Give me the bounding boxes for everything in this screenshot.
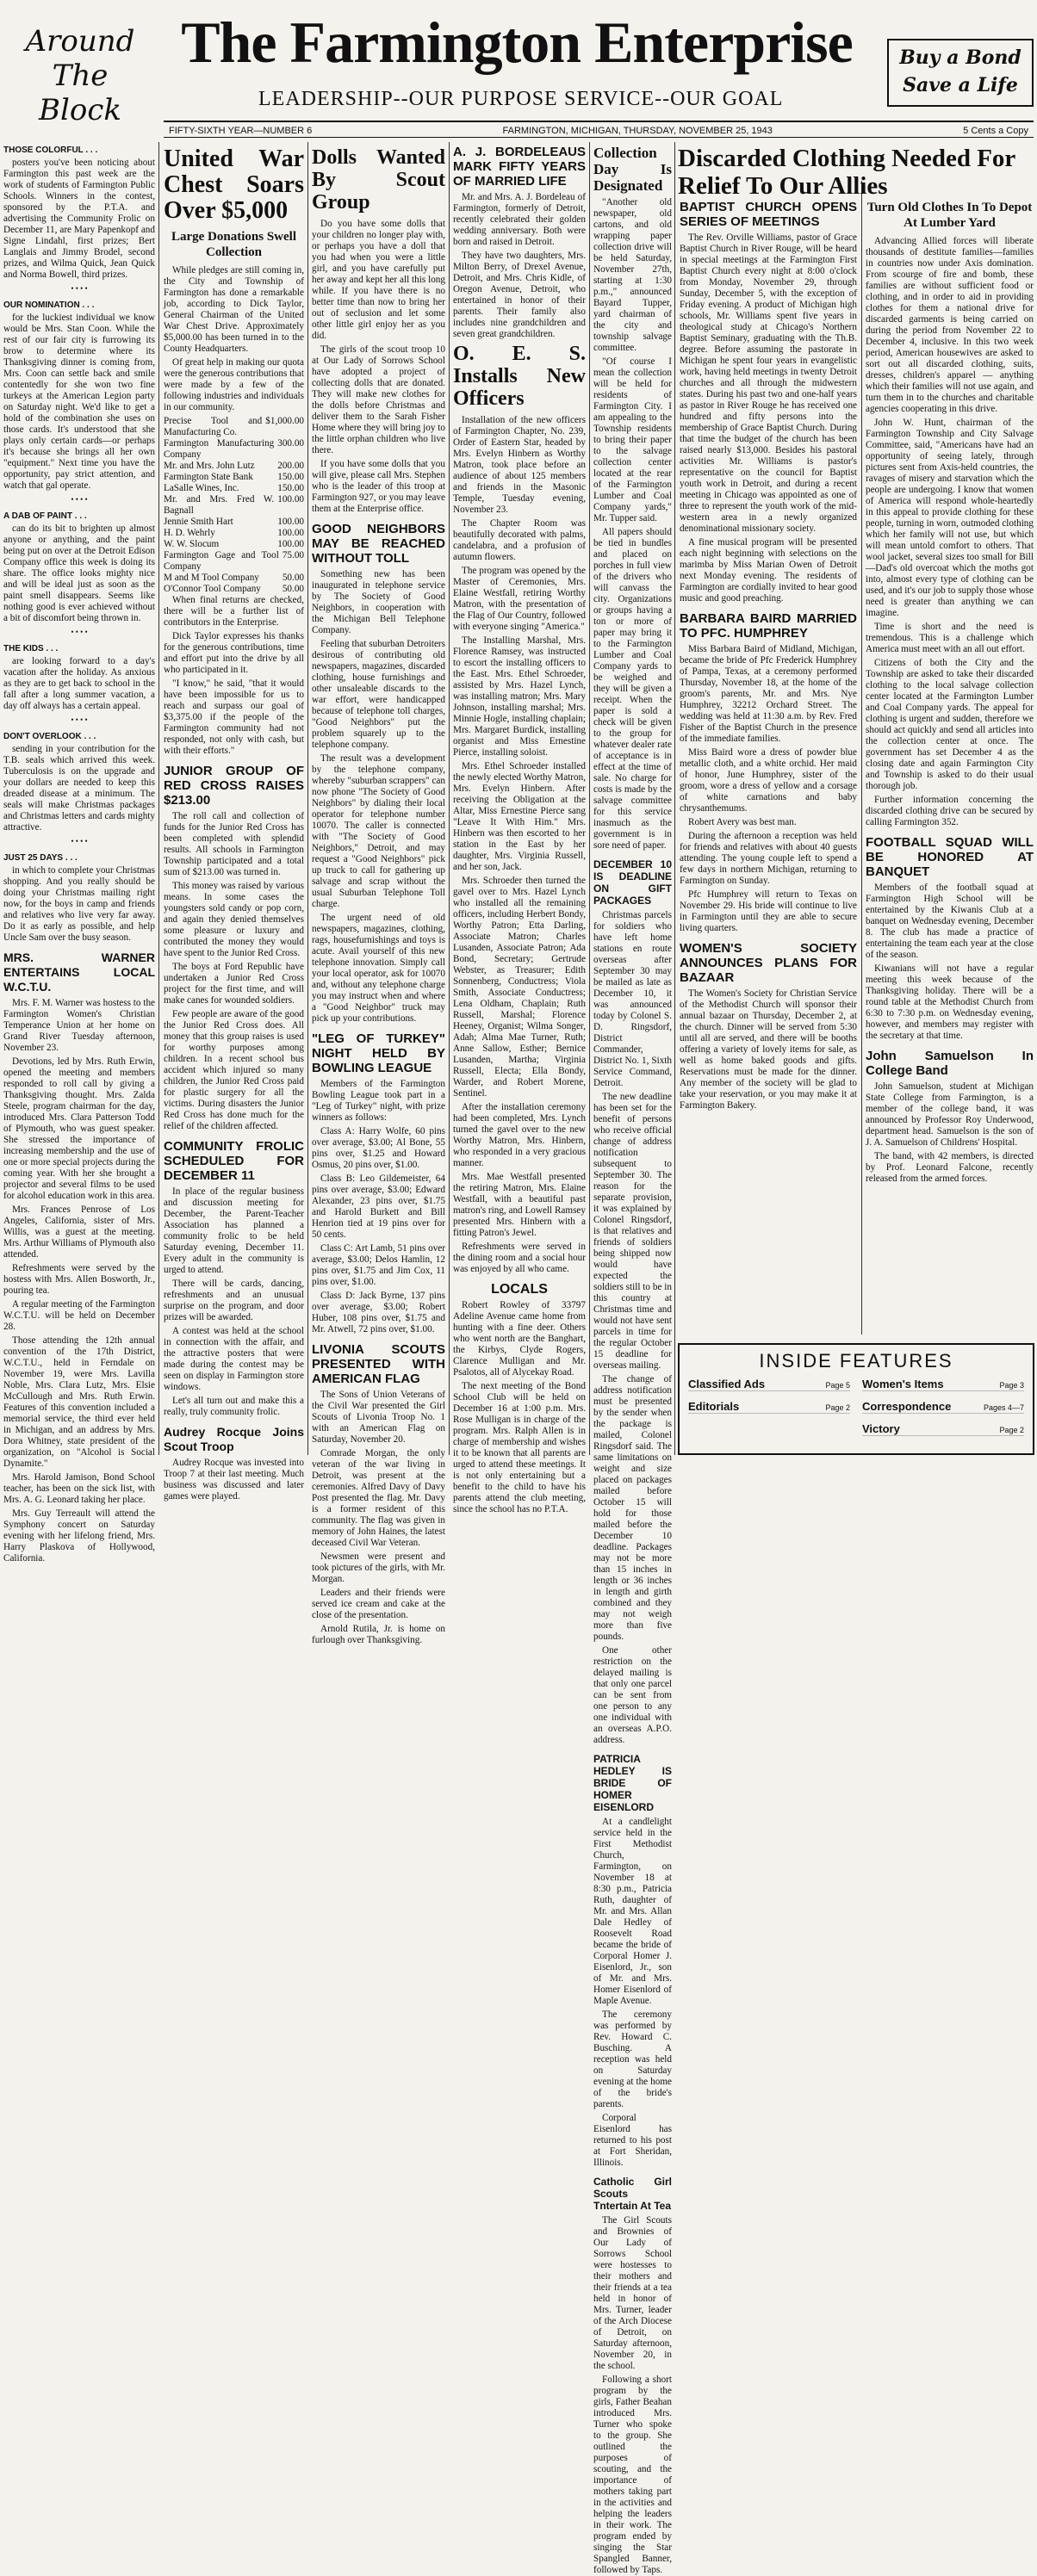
article-text: Arnold Rutila, Jr. is home on furlough over Thanksgiving.	[312, 1624, 445, 1645]
article-text: Class A: Harry Wolfe, 60 pins over average, $3.00; Al Bone, 55 pins over, $1.25 and Howard Osmus, 20 pins over, $1.00.	[312, 1126, 445, 1170]
article-text: Robert Rowley of 33797 Adeline Avenue came home from hunting with a fine deer. Others who went north are the Banghart, the Kirbys, Clyde Rogers, Clarence Mulligan and Mr. Psalotos, all of Alycekay Road.	[453, 1300, 586, 1378]
article-text: The Sons of Union Veterans of the Civil War presented the Girl Scouts of Livonia Troop No. 1 with an American Flag on Saturday, November 20.	[312, 1390, 445, 1445]
article-text: The new deadline has been set for the benefit of persons who receive official change of address notification subsequent to September 30. The reason for the separate provision, it was explained by Colonel Ringsdorf, is that relatives and friends of soldiers being shipped now would have expected the soldiers still to be in this country at Christmas time and would not have sent parcels in time for the regular October 15 deadline for overseas mailing.	[593, 1092, 672, 1371]
article-text: The band, with 42 members, is directed by Prof. Leonard Falcone, recently released from the armed forces.	[866, 1151, 1034, 1184]
article-text: They have two daughters, Mrs. Milton Berry, of Drexel Avenue, Detroit, and Mrs. Chris Kidle, of Oregon Avenue, Detroit, who entertained in honor of their parents. Their family also includes nine grandchildren and seven great grandchildren.	[453, 251, 586, 339]
donor-row	[164, 573, 304, 584]
article-text: Christmas parcels for soldiers who have left home stations en route overseas after September 30 may be mailed as late as December 10, it was announced today by Colonel S. D. Ringsdorf, District Commander, District No. 1, Sixth Service Command, Detroit.	[593, 910, 672, 1088]
donor-row	[164, 584, 304, 595]
donor-amount: 100.00	[277, 494, 304, 505]
donor-amount: 150.00	[277, 483, 304, 493]
article-text: A regular meeting of the Farmington W.C.T.U. will be held on December 28.	[3, 1299, 155, 1332]
donor-row	[164, 438, 304, 461]
tagline-left: LEADERSHIP--OUR PURPOSE	[258, 88, 558, 110]
donor-name: Jennie Smith Hart	[164, 517, 233, 527]
newspaper-title: The Farmington Enterprise	[181, 9, 853, 75]
donor-amount: 300.00	[277, 438, 304, 449]
donor-amount: 200.00	[277, 461, 304, 471]
article-deck: Turn Old Clothes In To Depot At Lumber Yard	[866, 201, 1033, 230]
feature-page: Page 2	[825, 1403, 850, 1412]
column-collection-day	[593, 145, 672, 2575]
corner-line-1: Around	[25, 24, 135, 59]
dateline-bar	[164, 121, 1034, 138]
feature-page: Page 3	[999, 1381, 1024, 1390]
article-headline: BAPTIST CHURCH OPENS SERIES OF MEETINGS	[680, 200, 857, 229]
donor-row	[164, 539, 304, 550]
article-text: Comrade Morgan, the only veteran of the war living in Detroit, was present at the ceremonies. Alfred Davy of Davy Post presented the flag. Mr. Davy is a former resident of this community. The flag was given in memory of John Haines, the latest deceased Civil War Veteran.	[312, 1448, 445, 1548]
donor-amount: 150.00	[277, 472, 304, 482]
issue-price: 5 Cents a Copy	[963, 126, 1028, 136]
column-war-chest	[164, 145, 304, 1502]
article-text: The change of address notification must be presented by the sender when the package is mailed, Colonel Ringsdorf said. The same limitations on weight and size placed on packages mailed before October 15 will hold for those mailed before the December 10 deadline. Packages may not be more than 15 inches in length or 36 inches in length and girth combined and they may not weigh more than five pounds.	[593, 1374, 672, 1642]
donor-amount: 100.00	[277, 528, 304, 538]
article-text: Mrs. Ethel Schroeder installed the newly elected Worthy Matron, Mrs. Evelyn Hinbern. After receiving the Obligation at the Altar, Miss Ernestine Pierce sang "Leave It With Him." Mrs. Hinbern was then escorted to her station in the East by her daughter, Mrs. Virginia Russell, and her son, Jack.	[453, 761, 586, 872]
feature-name: Women's Items	[862, 1378, 944, 1390]
article-text: Mrs. F. M. Warner was hostess to the Farmington Women's Christian Temperance Union at her home on Grand River Tuesday afternoon, November 23.	[3, 998, 155, 1053]
donor-name: Farmington State Bank	[164, 472, 253, 482]
article-text: While pledges are still coming in, the City and Township of Farmington has done a remarkable job, according to Dick Taylor, General Chairman of the United War Chest Drive. Approximately $5,000.00 has been turned in to the County Headquarters.	[164, 265, 304, 354]
article-text: A fine musical program will be presented each night beginning with selections on the marimba by Miss Marian Owen of Detroit next Monday evening. The residents of Farmington are cordially invited to hear good music and good preaching.	[680, 537, 857, 604]
article-headline: BARBARA BAIRD MARRIED TO PFC. HUMPHREY	[680, 611, 857, 641]
article-text: Time is short and the need is tremendous. This is a challenge which America must meet with an all out effort.	[866, 622, 1034, 654]
article-headline: PATRICIA HEDLEY IS BRIDE OF HOMER EISENLORD	[593, 1753, 672, 1813]
article-text: Mrs. Schroeder then turned the gavel over to Mrs. Hazel Lynch who installed all the remaining officers, including Herbert Bondy, Worthy Patron; Etta Darling, Associate Matron; Charles Lusanden, Associate Patron; Ada Bond, Secretary; Gertrude Webster, as Treasurer; Edith Sonnenberg, Conductress; Viola Smith, Associate Conductress; Lena Oldham, Chaplain; Ruth Russell, Marshal; Florence Heeney, Organist; Wilma Songer, Adah; Alma Mae Turner, Ruth; Anne Sallow, Esther; Bernice Lusanden, Martha; Virginia Russell, Electa; Ella Bondy, Warder, and Robert Morene, Sentinel.	[453, 876, 586, 1099]
article-text: There will be cards, dancing, refreshments and an unusual surprise on the program, and door prizes will be awarded.	[164, 1279, 304, 1322]
corner-line-2: The Block	[39, 59, 121, 127]
column-bordeleaus	[453, 145, 586, 1514]
donor-amount: $1,000.00	[265, 416, 304, 426]
article-text: Few people are aware of the good the Junior Red Cross does. All money that this group raises is used for worthy purposes among children. In a recent school bus accident which injured so many children, the Junior Red Cross paid for plastic surgery for all the victims. During disasters the Junior Red Cross has done much for the relief of the children affected.	[164, 1009, 304, 1131]
article-text: The Rev. Orville Williams, pastor of Grace Baptist Church in River Rouge, will be heard in special meetings at the Farmington First Baptist Church every night at 8:00 o'clock from Monday, November 29, through Sunday, December 5, with the exception of Friday evening. A product of Michigan high schools, Mr. Williams spent five years in theological study at Chicago's Northern Baptist Seminary, graduating with the Th.B. degree. Before assuming the pastorate in Michigan he spent four years in evangelistic work, having held meetings in twenty Detroit churches and all through the midwestern states. During his past two and one-half years as pastor in River Rouge he has received one hundred and fifty persons into the membership of Grace Baptist Church. During that time the budget of the church has been raised nearly $13,000. Besides his pastoral activities Mr. Williams is pastor's representative on the council for Baptist youth work in Detroit, and during a recent meeting in Chicago was appointed as one of three to represent the youth work of the mid-western area in a newly organized denominational missionary society.	[680, 232, 857, 534]
volume-number: FIFTY-SIXTH YEAR—NUMBER 6	[169, 126, 313, 136]
article-text: Kiwanians will not have a regular meeting this week because of the Thanksgiving holiday. There will be a round table at the Methodist Church from 6:30 to 7:30 p.m. on Wednesday evening, however, and members may register with the secretary at that time.	[866, 963, 1034, 1041]
feature-name: Classified Ads	[688, 1378, 766, 1390]
article-text: Those attending the 12th annual convention of the 17th District, W.C.T.U., held in Ferndale on November 19, were Mrs. Lavilla Noble, Mrs. Clara Lutz, Mrs. Elsie McCullough and Mrs. Ruth Erwin. Features of this convention included a memorial service, the third ever held in Michigan, and an address by Mrs. Dora Whitney, state president of the organization, on "Alcohol is Social Dynamite."	[3, 1335, 155, 1469]
inside-features-grid	[688, 1378, 1024, 1436]
article-text: A contest was held at the school in connection with the affair, and the attractive posters that were made during the contest may be seen on display in Farmington store windows.	[164, 1326, 304, 1392]
article-text: Audrey Rocque was invested into Troop 7 at their last meeting. Much business was discussed and later games were played.	[164, 1458, 304, 1502]
article-text: Advancing Allied forces will liberate thousands of destitute families—families in countries now under Axis domination. From scourge of fire and bomb, these families are without sufficient food or clothing, and in order to aid in providing clothes for them a national drive for discarded garments is being carried on during the period from November 22 to December 4, inclusive. In this two week period, American housewives are asked to sort out all discarded clothing, suits, dresses, children's apparel — anything which their families will not use again, and turn them in to the churches and charitable agencies cooperating in this drive.	[866, 236, 1034, 414]
article-text: Leaders and their friends were served ice cream and cake at the close of the presentation.	[312, 1588, 445, 1620]
donor-name: W. W. Slocum	[164, 539, 220, 549]
article-text: The Chapter Room was beautifully decorated with palms, candelabra, and a profusion of autumn flowers.	[453, 518, 586, 562]
article-headline: A. J. BORDELEAUS MARK FIFTY YEARS OF MARRIED LIFE	[453, 145, 586, 189]
article-text: Citizens of both the City and the Township are asked to take their discarded clothing to the local salvage collection center located at the Farmington Lumber and Coal Company yards. The appeal for clothing is urgent and sudden, therefore we should act quickly and send all articles into the collection center at once. The government has set December 4 as the closing date and again Farmington City and Township is asked to do their usual thorough job.	[866, 658, 1034, 791]
article-text: Installation of the new officers of Farmington Chapter, No. 239, Order of Eastern Star, headed by Mrs. Evelyn Hinbern as Worthy Matron, took place before an audience of about 125 members and friends in the Masonic Temple, Tuesday evening, November 23.	[453, 415, 586, 515]
article-text: Corporal Eisenlord has returned to his post at Fort Sheridan, Illinois.	[593, 2113, 672, 2168]
item-kicker: DON'T OVERLOOK . . .	[3, 732, 96, 741]
article-headline: MRS. WARNER ENTERTAINS LOCAL W.C.T.U.	[3, 951, 155, 994]
feature-page: Page 2	[999, 1426, 1024, 1434]
article-text: Members of the football squad at Farmington High School will be entertained by the Kiwanis Club at a banquet on Wednesday evening, December 8. The club has made a practice of entertaining the team each year at the close of the season.	[866, 882, 1034, 960]
article-text: Pfc Humphrey will return to Texas on November 29. His bride will continue to live in Farmington until they are able to secure living quarters.	[680, 889, 857, 933]
article-text: Miss Baird wore a dress of powder blue metallic cloth, and a white orchid. Her maid of honor, June Humphrey, sister of the groom, wore a dress of yellow and a corsage of white carnations and baby chrysanthemums.	[680, 747, 857, 814]
article-text: The roll call and collection of funds for the Junior Red Cross has been completed with splendid results. All schools in Farmington Township participated and a total sum of $213.00 was turned in.	[164, 811, 304, 877]
inside-feature-item	[688, 1400, 850, 1414]
article-headline: FOOTBALL SQUAD WILL BE HONORED AT BANQUET	[866, 835, 1034, 879]
article-text: Mrs. Harold Jamison, Bond School teacher, has been on the sick list, with Mrs. A. G. Leonard taking her place.	[3, 1472, 155, 1505]
article-headline: Collection Day Is Designated	[593, 145, 672, 194]
donor-name: M and M Tool Company	[164, 573, 259, 583]
article-text: Of great help in making our quota were the generous contributions that were made by a few of the following industries and individuals in our community.	[164, 357, 304, 412]
article-text: Do you have some dolls that your children no longer play with, or perhaps you have a doll that you had when you were a little girl, and you have carefully put her away and kept her all this long while. If you have there is no better time than now to bring her out of seclusion and let some other little girl enjoy her as you did.	[312, 219, 445, 341]
item-text: are looking forward to a day's vacation after the holiday. As anxious as they are to get back to school in the fall after a long summer vacation, a day off always has a certain appeal.	[3, 656, 155, 711]
article-text: Refreshments were served in the dining room and a social hour was enjoyed by all who came.	[453, 1242, 586, 1274]
article-text: Class D: Jack Byrne, 137 pins over average, $3.00; Robert Huber, 108 pins over, $1.75 and Mr. Atwell, 72 pins over, $1.00.	[312, 1291, 445, 1334]
article-headline: GOOD NEIGHBORS MAY BE REACHED WITHOUT TOLL	[312, 522, 445, 566]
article-text: The ceremony was performed by Rev. Howard C. Busching. A reception was held on Saturday evening at the home of the bride's parents.	[593, 2009, 672, 2109]
item-text: can do its bit to brighten up almost anyone or anything, and the paint being put on over at the Detroit Edison Company office this week is doing its share. The office looks mighty nice and will be ideal just as soon as the paint smell disappears. Seems like nothing good is ever achieved without a bit of discomfort being thrown in.	[3, 523, 155, 623]
item-text: posters you've been noticing about Farmington this past week are the work of students of Farmington Public Schools. Winners in the contest, sponsored by the P.T.A. and advertising the Community Frolic on December 11, are Mary Papenkopf and Signe Lindahl, first prizes; Bert Langlais and Jimmy Brodel, second prizes, and Wilma Quick, Jean Quick and Norma Bowell, third prizes.	[3, 158, 155, 280]
article-text: After the installation ceremony had been completed, Mrs. Lynch turned the gavel over to the new Worthy Matron, Mrs. Hinbern, who responded in a very gracious manner.	[453, 1102, 586, 1168]
article-headline: Audrey Rocque Joins Scout Troop	[164, 1425, 304, 1453]
article-text: Newsmen were present and took pictures of the girls, with Mr. Morgan.	[312, 1551, 445, 1584]
item-text: for the luckiest individual we know would be Mrs. Stan Coon. While the rest of our fair city is furrowing its brow to determine where its Thanksgiving dinner is coming from, Mrs. Coon can settle back and smile contentedly for she won two fine turkeys at the American Legion party on Saturday night. We'd like to get a hold of the combination she uses on those cards. It's understood that she plays only certain cards—or perhaps it's because she brings all her own "equipment." Next time you have the opportunity, pay strict attention, and watch that gal operate.	[3, 313, 155, 491]
article-text: Refreshments were served by the hostess with Mrs. Allen Bosworth, Jr., pouring tea.	[3, 1263, 155, 1296]
bond-ad-line-2: Save a Life	[903, 74, 1018, 96]
inside-feature-item	[688, 1422, 850, 1436]
article-text: The next meeting of the Bond School Club will be held on December 16 at 1:00 p.m. Mrs. Rose Mulligan is in charge of the program. Mrs. Ralph Allen is in charge of membership and wishes it to be known that all parents are urged to attend these meetings. It is not only entertaining but a benefit to the child to have his parents attend the club meeting, since the school has no P.T.A.	[453, 1381, 586, 1514]
inside-features-title: INSIDE FEATURES	[759, 1350, 953, 1372]
donor-name: Farmington Manufacturing Company	[164, 438, 275, 460]
article-headline: Dolls Wanted By Scout Group	[312, 146, 445, 214]
column-around-the-block: THOSE COLORFUL . . . posters you've been noticing about Farmington this past week are the work of students of Farmington Public Schools. Winners in the contest, sponsored by the P.T.A. and advertising the Community Frolic on December 11, are Mary Papenkopf and Signe Lindahl, first prizes; Bert Langlais and Jimmy Brodel, second prizes, and Wilma Quick, Jean Quick and Norma Bowell, third prizes. • • • • OUR NOMINATION . . . for the luckiest individual we know would be Mrs. Stan Coon. While the rest of our fair city is furrowing its brow to determine where its Thanksgiving dinner is coming from, Mrs. Coon can settle back and smile contentedly for she won two fine turkeys at the American Legion party on Saturday night. We'd like to get a hold of the combination she uses on those cards. It's understood that she plays only certain cards—or perhaps it's because she brings all her own "equipment." Next time you have the opportunity, pay strict attention, and watch that gal operate. • • • • A DAB OF PAINT . . . can do its bit to brighten up almost anyone or anything, and the paint being put on over at the Detroit Edison Company office this week is doing its share. The office looks mighty nice and will be ideal just as soon as the paint smell disappears. Seems like nothing good is ever achieved without a bit of discomfort being thrown in. • • • • THE KIDS . . . are looking forward to a day's vacation after the holiday. As anxious as they are to get back to school in the fall after a long summer vacation, a day off always has a certain appeal. • • • • DON'T OVERLOOK . . . sending in your contribution for the T.B. seals which arrived this week. Tuberculosis is on the upgrade and your dollars are needed to keep this dreaded disease at a minimum. The seals will make Christmas packages and Christmas letters and cards mighty attractive. • • • • JUST 25 DAYS . . . in which to complete your Christmas shopping. And you really should be doing your Christmas mailing right now, for the boys in camp and friends and relatives who live very far away. Do it as early as possible, and help Uncle Sam over the busy season. MRS. WARNER ENTERTAINS LOCAL W.C.T.U. Mrs. F. M. Warner was hostess to the Farmington Women's Christian Temperance Union at her home on Grand River Tuesday afternoon, November 23. Devotions, led by Mrs. Ruth Erwin, opened the meeting and members responded to roll call by giving a Thanksgiving thought. Mrs. Zalda Steele, program chairman for the day, introduced Mrs. Clara Patterson Todd of Plymouth, who was guest speaker. She stressed the importance of increasing membership and the use of one or more special projects during the coming year. With her she brought a projector and several films to be used for alcohol education work in this area. Mrs. Frances Penrose of Los Angeles, California, sister of Mrs. Willis, was a guest at the meeting. Mrs. Arthur Williams of Plymouth also attended. Refreshments were served by the hostess with Mrs. Allen Bosworth, Jr., pouring tea. A regular meeting of the Farmington W.C.T.U. will be held on December 28. Those attending the 12th annual convention of the 17th District, W.C.T.U., held in Ferndale on November 19, were Mrs. Lavilla Noble, Mrs. Clara Lutz, Mrs. Elsie McCullough and Mrs. Ruth Erwin. Features of this convention included a memorial service, the third ever held in Michigan, and an address by Mrs. Dora Whitney, state president of the organization, on "Alcohol is Social Dynamite." Mrs. Harold Jamison, Bond School teacher, has been on the sick list, with Mrs. A. G. Leonard taking her place. Mrs. Guy Terreault will attend the Symphony concert on Saturday evening with her lifelong friend, Mrs. Harry Plaskova of Hollywood, California.	[3, 146, 155, 1564]
donor-name: Mr. and Mrs. Fred W. Bagnall	[164, 494, 275, 516]
article-text: Devotions, led by Mrs. Ruth Erwin, opened the meeting and members responded to roll call by giving a Thanksgiving thought. Mrs. Zalda Steele, program chairman for the day, introduced Mrs. Clara Patterson Todd of Plymouth, who was guest speaker. She stressed the importance of increasing membership and the use of one or more special projects during the coming year. With her she brought a projector and several films to be used for alcohol education work in this area.	[3, 1056, 155, 1201]
tagline-right: SERVICE--OUR GOAL	[564, 88, 784, 110]
article-text: The Girl Scouts and Brownies of Our Lady of Sorrows School were hostesses to their mothers and their friends at a tea held in honor of Mrs. Turner, leader of the Arch Diocese of Detroit, on Saturday afternoon, November 20, in the school.	[593, 2215, 672, 2371]
article-text: Mrs. Mae Westfall presented the retiring Matron, Mrs. Elaine Westfall, with a beautiful past matron's ring, and Lowell Ramsey presented Mrs. Hinbern with a fitting Patron's Jewel.	[453, 1172, 586, 1238]
article-text: The program was opened by the Master of Ceremonies, Mrs. Elaine Westfall, retiring Worthy Matron, with the presentation of the Flag of Our Country, followed with everyone singing "America."	[453, 566, 586, 632]
column-rule	[589, 142, 590, 1455]
inside-feature-item	[688, 1378, 850, 1391]
donor-amount: 50.00	[282, 584, 304, 594]
item-text: in which to complete your Christmas shopping. And you really should be doing your Christmas mailing right now, for the boys in camp and friends and relatives who live very far away. Do it as early as possible, and help Uncle Sam over the busy season.	[3, 865, 155, 943]
article-text: Mrs. Guy Terreault will attend the Symphony concert on Saturday evening with her lifelong friend, Mrs. Harry Plaskova of Hollywood, California.	[3, 1508, 155, 1564]
item-kicker: A DAB OF PAINT . . .	[3, 511, 87, 521]
article-headline: United War Chest Soars Over $5,000	[164, 146, 304, 224]
article-text: The result was a development by the telephone company, whereby "suburban scrappers" can now phone "The Society of Good Neighbors" by dialing their local operator for telephone number 10070. The caller is connected with "The Society of Good Neighbors," Detroit, and may request a "Good Neighbors" pick up truck to call for gathering up salvage and scrap without the usual Suburban Telephone Toll charge.	[312, 753, 445, 909]
article-text: "I know," he said, "that it would have been impossible for us to reach and surpass our goal of $3,375.00 if the people of the Farmington community had not responded, not only with cash, but with their efforts."	[164, 678, 304, 756]
donor-amount: 100.00	[277, 517, 304, 527]
donor-list	[164, 416, 304, 595]
article-text: The urgent need of old newspapers, magazines, clothing, rags, housefurnishings and toys is acute. Avail yourself of this new telephone innovation. Simply call your local operator, ask for 10070 and, without any telephone charge you may instruct when and where a "Good Neighbor" truck may pick up your contributions.	[312, 913, 445, 1024]
article-headline: LIVONIA SCOUTS PRESENTED WITH AMERICAN FLAG	[312, 1342, 445, 1386]
item-kicker: OUR NOMINATION . . .	[3, 300, 95, 310]
feature-name: Correspondence	[862, 1400, 952, 1413]
article-headline: John Samuelson In College Band	[866, 1049, 1034, 1078]
donor-row	[164, 483, 304, 494]
article-text: The Installing Marshal, Mrs. Florence Ramsey, was instructed to escort the installing officers to the East. Mrs. Ethel Schroeder, assisted by Mrs. Hazel Lynch, was installing matron; Mrs. Mary Johnson, installing marshal; Mrs. Minnie Hogle, installing chaplain; Mrs. Margaret Burdick, installing organist and Miss Ernestine Pierce, installing soloist.	[453, 635, 586, 758]
donor-row	[164, 528, 304, 539]
inside-feature-item	[862, 1378, 1024, 1391]
clothing-drive-headline: Discarded Clothing Needed For Relief To Our Allies	[678, 145, 1015, 200]
article-text: Further information concerning the discarded clothing drive can be secured by calling Farmington 352.	[866, 795, 1034, 827]
item-kicker: THOSE COLORFUL . . .	[3, 146, 98, 155]
item-text: sending in your contribution for the T.B. seals which arrived this week. Tuberculosis is on the upgrade and your dollars are needed to keep this dreaded disease at a minimum. The seals will make Christmas packages and Christmas letters and cards mighty attractive.	[3, 744, 155, 833]
article-text: Mr. and Mrs. A. J. Bordeleau of Farmington, formerly of Detroit, recently celebrated their golden wedding anniversary. Both were born and raised in Detroit.	[453, 192, 586, 247]
article-text: At a candlelight service held in the First Methodist Church, Farmington, on November 18 at 8:30 p.m., Patricia Ruth, daughter of Mr. and Mrs. Allan Dale Hedley of Roosevelt Road became the bride of Corporal Homer J. Eisenlord, Jr., son of Mr. and Mrs. Homer Eisenlord of Maple Avenue.	[593, 1817, 672, 2006]
article-text: The boys at Ford Republic have undertaken a Junior Red Cross project for the first time, and will make canes for wounded soldiers.	[164, 962, 304, 1006]
article-text: The girls of the scout troop 10 at Our Lady of Sorrows School have adopted a project of collecting dolls that are donated. They will make new clothes for the dolls before Christmas and deliver them to the Sarah Fisher Home where they will bring joy to the little orphan children who live there.	[312, 344, 445, 455]
column-rule	[861, 181, 862, 1334]
donor-name: Precise Tool and Manufacturing Co.	[164, 416, 263, 437]
inside-features-box	[678, 1343, 1034, 1455]
article-text: Members of the Farmington Bowling League took part in a "Leg of Turkey" night, with prize winners as follows:	[312, 1079, 445, 1123]
donor-row	[164, 472, 304, 483]
donor-row	[164, 550, 304, 573]
article-text: When final returns are checked, there will be a further list of contributors in the Enterprise.	[164, 595, 304, 628]
issue-date: FARMINGTON, MICHIGAN, THURSDAY, NOVEMBER 25, 1943	[502, 126, 773, 136]
column-rule	[158, 142, 159, 1455]
column-rule	[307, 142, 308, 1455]
donor-name: O'Connor Tool Company	[164, 584, 261, 594]
donor-row	[164, 517, 304, 528]
inside-feature-item	[862, 1422, 1024, 1436]
article-text: Robert Avery was best man.	[688, 817, 797, 827]
article-text: Miss Barbara Baird of Midland, Michigan, became the bride of Pfc Frederick Humphrey of Pampa, Texas, at a ceremony performed Thursday, November 18, at the home of the groom's parents, Mr. and Mrs. Nye Humphrey, 32212 Orchard Street. The wedding was held at 11:30 a.m. by Rev. Fred Fisher of the Baptist Church in the presence of the immediate families.	[680, 644, 857, 744]
bond-ad-line-1: Buy a Bond	[899, 46, 1021, 69]
donor-row	[164, 461, 304, 472]
feature-page: Page 5	[825, 1381, 850, 1390]
article-text: Following a short program by the girls, Father Beahan introduced Mrs. Turner who spoke to the group. She outlined the purposes of scouting, and the importance of mothers taking part in the activities and helping the leaders in their work. The program ended by singing the Star Spangled Banner, followed by Taps.	[593, 2375, 672, 2575]
inside-feature-item	[862, 1400, 1024, 1414]
article-text: Let's all turn out and make this a really, truly community frolic.	[164, 1396, 304, 1417]
donor-amount: 50.00	[282, 573, 304, 583]
donor-amount: 100.00	[277, 539, 304, 549]
article-text: Class C: Art Lamb, 51 pins over average, $3.00; Delos Hamlin, 12 pins over, $1.75 and Jim Cox, 11 pins over, $1.00.	[312, 1243, 445, 1287]
donor-name: Mr. and Mrs. John Lutz	[164, 461, 255, 471]
item-kicker: JUST 25 DAYS . . .	[3, 853, 78, 863]
donor-name: Farmington Gage and Tool Company	[164, 550, 279, 572]
donor-name: LaSalle Wines, Inc.	[164, 483, 239, 493]
article-headline: WOMEN'S SOCIETY ANNOUNCES PLANS FOR BAZAAR	[680, 941, 857, 985]
column-baptist-church	[680, 200, 857, 1336]
bond-ad-box	[887, 39, 1034, 107]
article-text: Class B: Leo Gildemeister, 64 pins over average, $3.00; Edward Alexander, 23 pins over, $1.75 and Harold Burkett and Bill Henrion tied at 19 pins over for 50 cents.	[312, 1173, 445, 1240]
article-text: One other restriction on the delayed mailing is that only one parcel can be sent from one person to any one individual with an overseas A.P.O. address.	[593, 1645, 672, 1745]
article-text: "Of course I mean the collection will be held for residents of Farmington City. I am appealing to the Township residents to bring their paper to the salvage collection center located at the rear of the Farmington Lumber and Coal Company yards," Mr. Tupper said.	[593, 356, 672, 523]
article-headline: JUNIOR GROUP OF RED CROSS RAISES $213.00	[164, 764, 304, 808]
article-text: In place of the regular business and discussion meeting for December, the Parent-Teacher Association has planned a community frolic to be held Saturday evening, December 11. Every adult in the community is urged to attend.	[164, 1186, 304, 1275]
column-dolls-wanted	[312, 145, 445, 1645]
article-headline: "LEG OF TURKEY" NIGHT HELD BY BOWLING LEAGUE	[312, 1031, 445, 1075]
article-headline: O. E. S. Installs New Officers	[453, 343, 586, 410]
column-rule	[674, 142, 675, 1455]
article-text: "Another old newspaper, old cartons, and old wrapping paper collection drive will be held Saturday, November 27th, starting at 1:30 p.m.," announced Bayard Tupper, yard chairman of the city and township salvage committee.	[593, 197, 672, 353]
article-headline: DECEMBER 10 IS DEADLINE ON GIFT PACKAGES	[593, 858, 672, 907]
article-text: If you have some dolls that you will give, please call Mrs. Stephen who is the leader of this troop at Farmington 927, or you may leave them at the Enterprise office.	[312, 459, 445, 514]
article-text: John Samuelson, student at Michigan State College from Farmington, is a member of the college band, it was announced by Professor Roy Underwood, department head. Samuelson is the son of J. A. Samuelson of Childrens' Hospital.	[866, 1081, 1034, 1148]
item-kicker: THE KIDS . . .	[3, 644, 59, 653]
article-text: Mrs. Frances Penrose of Los Angeles, California, sister of Mrs. Willis, was a guest at the meeting. Mrs. Arthur Williams of Plymouth also attended.	[3, 1204, 155, 1260]
donor-row	[164, 494, 304, 517]
feature-page: Pages 4—7	[983, 1403, 1024, 1412]
article-text: This money was raised by various means. In some cases the youngsters sold candy or pop corn, and again they denied themselves some pleasure or luxury and contributed the money they would have spent to the Junior Red Cross.	[164, 881, 304, 958]
article-deck: Large Donations Swell Collection	[171, 230, 296, 259]
donor-amount: 75.00	[282, 550, 304, 560]
article-text: During the afternoon a reception was held for friends and relatives with about 40 guests attending. The young couple left to spend a few days in northern Michigan, returning to Farmington on Sunday.	[680, 831, 857, 886]
article-text: John W. Hunt, chairman of the Farmington Township and City Salvage Committee, said, "Americans have had an opportunity of seeing lately, through pictures sent from Axis-held countries, the ravages of misery and starvation which the people are undergoing. I know that women of America will respond whole-heartedly in this appeal to provide clothing for these people, turning in worn, outmoded clothing which her family will not use, but which will mean untold comfort to others. That wool jacket, several sizes too small for Bill—Dad's old overcoat which the moths got into, almost every type of clothing can be used, and it's our job to supply those whose need is greater than anything we can imagine.	[866, 418, 1034, 618]
article-text: The Women's Society for Christian Service of the Methodist Church will sponsor their annual bazaar on Thursday, December 2, at the church. Dinner will be served from 5:30 until all are served, and there will be booths offering a variety of lovely items for sale, as well as home baked goods and gifts. Reservations must be made for the dinner. Any member of the society will be glad to take your reservation, or you may make it at Farmington Bakery.	[680, 988, 857, 1111]
feature-name: Victory	[862, 1422, 900, 1435]
article-headline: Catholic Girl Scouts Tntertain At Tea	[593, 2176, 672, 2212]
donor-name: H. D. Wehrly	[164, 528, 215, 538]
article-text: All papers should be tied in bundles and placed on porches in full view of the drivers who will canvass the city. Organizations or groups having a ton or more of paper may bring it to the Farmington Lumber and Coal Company yards to be weighed and they will be given a receipt. When the paper is sold a check will be given to the group for whatever dealer rate of acceptance is in effect at the time of sale. No charge for costs is made by the salvage committee for this service inasmuch as the government is in sore need of paper.	[593, 527, 672, 851]
article-headline: COMMUNITY FROLIC SCHEDULED FOR DECEMBER 11	[164, 1139, 304, 1183]
around-the-block-logo	[7, 24, 153, 127]
article-text: Feeling that suburban Detroiters desirous of contributing old newspapers, magazines, discarded clothing, house furnishings and other unsaleable discards to the war effort, were handicapped because of telephone toll charges, "Good Neighbors" put the problem squarely up to the telephone company.	[312, 639, 445, 750]
article-text: Dick Taylor expresses his thanks for the generous contributions, time and effort put into the drive by all who participated in it.	[164, 631, 304, 675]
column-clothing-drive	[866, 200, 1034, 1336]
article-headline: LOCALS	[491, 1282, 548, 1297]
feature-name: Editorials	[688, 1400, 740, 1413]
column-rule	[449, 142, 450, 1455]
donor-row	[164, 416, 304, 438]
article-text: Something new has been inaugurated in telephone service by The Society of Good Neighbors, in cooperation with the Michigan Bell Telephone Company.	[312, 569, 445, 635]
